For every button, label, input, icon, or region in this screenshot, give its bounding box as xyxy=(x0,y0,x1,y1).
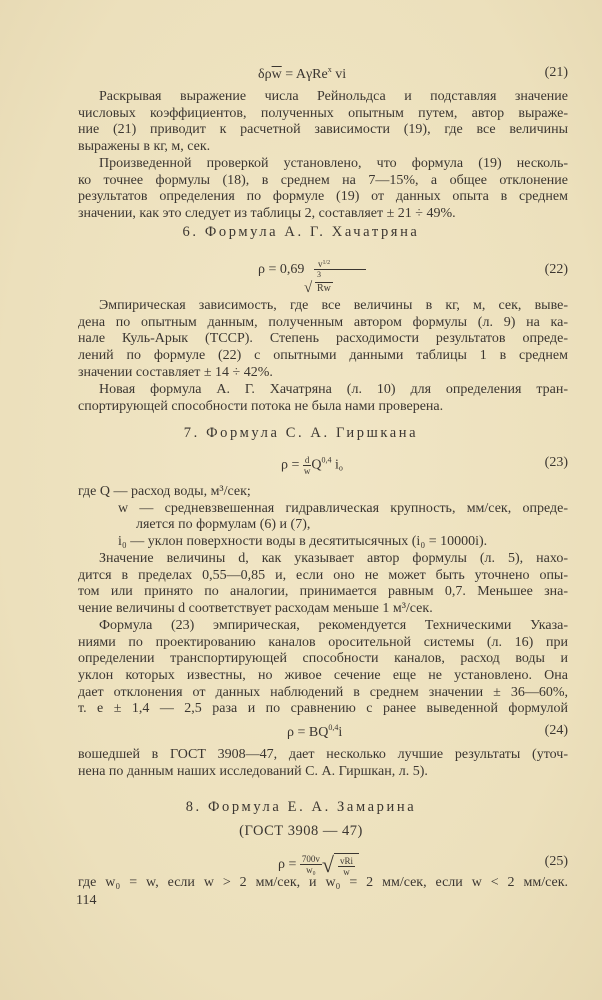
formula-text: i xyxy=(338,725,343,740)
text-line: Формула (23) эмпирическая, рекомендуется Техническими Указа- xyxy=(99,618,568,633)
radical-icon: √ xyxy=(304,280,313,296)
text-line: выражены в кг, м, сек. xyxy=(78,139,211,155)
equation-number: (24) xyxy=(544,723,568,738)
text-line: спортирующей способности потока не была нами проверена. xyxy=(78,398,444,414)
formula-numerator: vRi xyxy=(339,855,353,866)
formula-exponent: x xyxy=(327,65,332,74)
equation-number: (25) xyxy=(544,854,568,869)
section-heading: 7. Формула С. А. Гиршкана xyxy=(183,425,419,441)
text-line: ляется по формулам (6) и (7), xyxy=(136,517,311,533)
paragraph xyxy=(78,89,568,156)
text-line: Новая формула А. Г. Хачатряна (л. 10) для определения тран- xyxy=(99,382,568,397)
text-line: результатов определения по формуле (19) от данных опыта в среднем xyxy=(78,189,568,205)
paragraph xyxy=(78,875,568,892)
text-line: где w₀ = w, если w > 2 мм/сек, и w₀ = 2 мм/сек, если w < 2 мм/сек. xyxy=(78,875,568,890)
text-line: дится в пределах 0,55—0,85 и, если оно не может быть уточнено опы- xyxy=(78,567,568,583)
formula-25 xyxy=(78,846,568,877)
formula-23 xyxy=(78,453,568,477)
text-line: лений по формуле (22) с опытными данными таблицы 1 в среднем xyxy=(78,348,568,364)
paragraph xyxy=(78,298,568,381)
text-line: Раскрывая выражение числа Рейнольдса и подставляя значение xyxy=(99,89,568,104)
formula-text: ρ = 0,69 xyxy=(258,262,305,277)
root-index: 3 xyxy=(317,270,321,279)
section-heading: 8. Формула Е. А. Замарина xyxy=(185,799,417,815)
formula-exponent: 1/2 xyxy=(322,260,331,266)
text-line: дена по опытным данным, полученным автором формулы (л. 9) на ка- xyxy=(78,314,568,330)
text-line: уклон которых известны, но живое сечение еще не установлено. Она xyxy=(78,668,568,684)
formula-24 xyxy=(78,723,568,743)
paragraph xyxy=(78,747,568,780)
formula-22 xyxy=(78,260,568,296)
text-line: i₀ — уклон поверхности воды в десятитысячных (i₀ = 10000i). xyxy=(118,534,488,550)
formula-text: ρ = xyxy=(281,457,300,473)
text-line: ко точнее формулы (18), в среднем на 7—15%, а общее отклонение xyxy=(78,172,568,188)
formula-text: $\overline{w}$ xyxy=(271,67,282,82)
formula-denominator: w xyxy=(343,866,350,877)
equation-number: (21) xyxy=(544,65,568,80)
formula-numerator: v xyxy=(318,259,323,269)
formula-text: ρ = xyxy=(278,857,297,872)
formula-subscript: o xyxy=(338,463,343,473)
formula-text: = AγRe xyxy=(281,67,328,82)
paragraph xyxy=(78,156,568,223)
text-line: дает отклонения от данных наблюдений в среднем значении ± 36—60%, xyxy=(78,684,568,700)
paragraph xyxy=(78,618,568,718)
page-number: 114 xyxy=(76,893,97,908)
text-line: нена по данным наших исследований С. А. Гиршкан, л. 5). xyxy=(78,763,428,779)
equation-number: (23) xyxy=(544,455,568,470)
text-line: чение величины d соответствует расходам меньше 1 м³/сек. xyxy=(78,601,433,617)
formula-text: vi xyxy=(331,67,347,82)
text-line: том или принято по аналогии, принимается равным 0,7. Меньшее зна- xyxy=(78,584,568,600)
formula-text: i xyxy=(331,457,339,473)
formula-numerator: d xyxy=(304,455,310,465)
text-line: т. е ± 1,4 — 2,5 раза и по сравнению с ранее выведенной формулой xyxy=(78,701,568,717)
text-line: вошедшей в ГОСТ 3908—47, дает несколько лучшие результаты (уточ- xyxy=(78,747,568,762)
formula-denominator: w xyxy=(303,466,311,476)
text-line: w — средневзвешенная гидравлическая крупность, мм/сек, опреде- xyxy=(118,500,568,516)
formula-exponent: 0,4 xyxy=(321,455,332,465)
formula-numerator: 700v xyxy=(301,854,320,865)
text-line: Эмпирическая зависимость, где все величины в кг, м, сек, выве- xyxy=(99,298,568,313)
text-line: Произведенной проверкой установлено, что формула (19) несколь- xyxy=(99,156,568,171)
text-line: числовых коэффициентов, полученных опытным путем, автор выраже- xyxy=(78,105,568,121)
section-subheading: (ГОСТ 3908 — 47) xyxy=(239,823,363,839)
paragraph xyxy=(78,551,568,618)
text-line: где Q — расход воды, м³/сек; xyxy=(78,484,251,499)
formula-text: δρ xyxy=(258,67,272,82)
equation-number: (22) xyxy=(544,262,568,277)
text-line: Значение величины d, как указывает автор формулы (л. 5), нахо- xyxy=(99,551,568,566)
formula-text: Q xyxy=(311,457,322,473)
paragraph xyxy=(78,382,568,415)
text-line: нале Куль-Арык (ТССР). Степень расходимости результатов опреде- xyxy=(78,331,568,347)
formula-exponent: 0,4 xyxy=(328,723,339,732)
section-heading: 6. Формула А. Г. Хачатряна xyxy=(182,224,420,240)
definition-list xyxy=(78,484,568,551)
text-line: определении транспортирующей способности каналов, расход воды и xyxy=(78,651,568,667)
text-line: значении составляет ± 14 ÷ 42%. xyxy=(78,364,273,380)
formula-radicand: Rw xyxy=(317,283,331,294)
text-line: ниями по проектированию каналов оросительной системы (л. 16) при xyxy=(78,634,568,650)
radical-icon: √ xyxy=(321,852,334,877)
formula-21 xyxy=(78,65,568,85)
formula-text: ρ = BQ xyxy=(287,725,329,740)
text-line: ние (21) приводит к расчетной зависимости (19), где все величины xyxy=(78,122,568,138)
formula-denominator: w₀ xyxy=(306,865,316,876)
text-line: значении, как это следует из таблицы 2, составляет ± 21 ÷ 49%. xyxy=(78,206,456,222)
